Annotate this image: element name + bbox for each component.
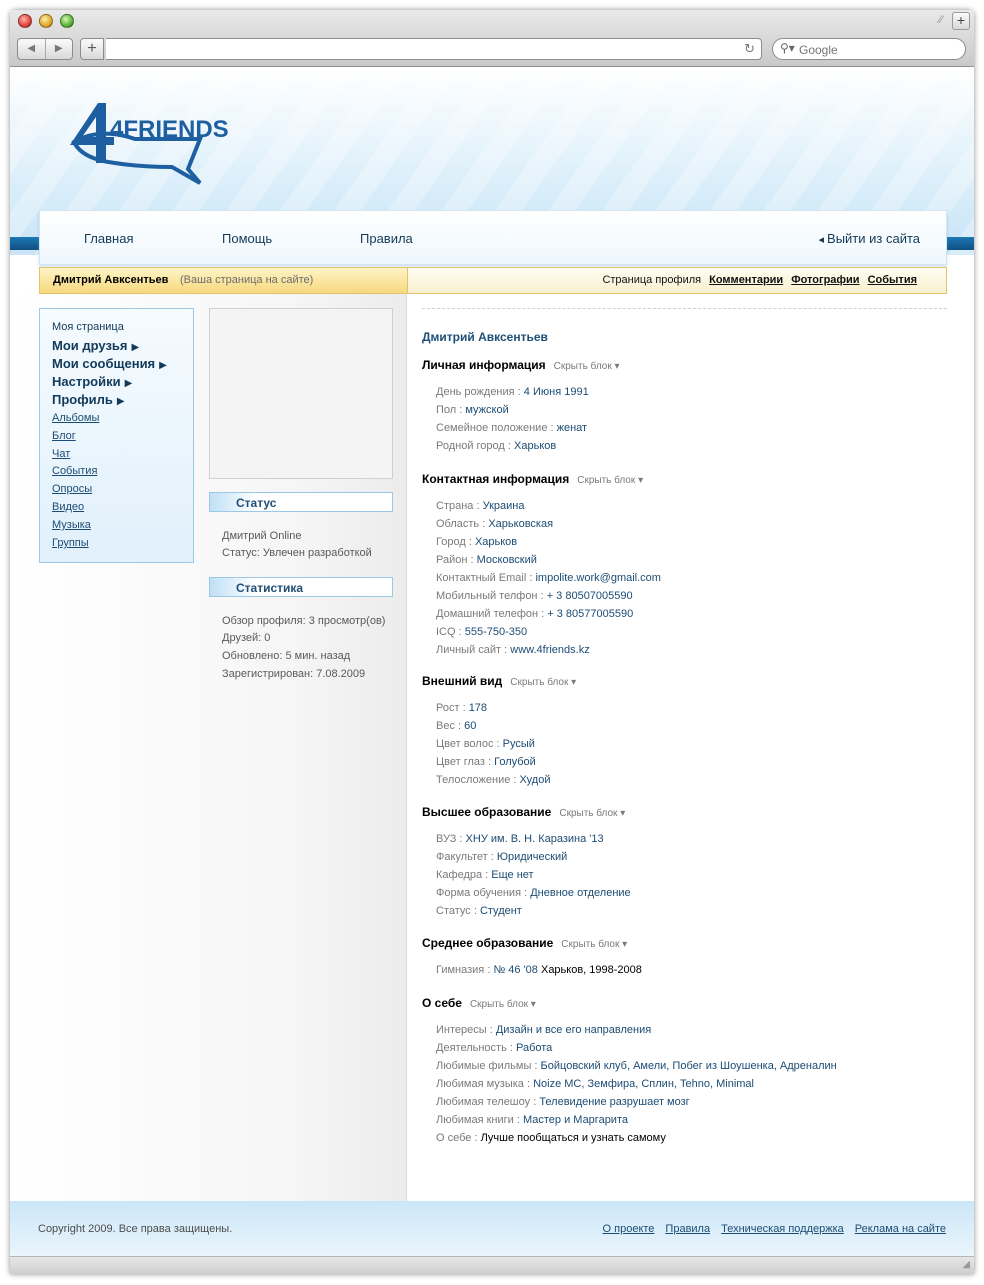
info-row xyxy=(436,869,534,881)
info-row xyxy=(436,738,535,750)
info-label: Город xyxy=(436,536,466,548)
info-separator: : xyxy=(493,738,503,750)
browser-toolbar xyxy=(10,10,974,67)
info-value-link[interactable]: impolite.work@gmail.com xyxy=(535,572,661,584)
divider xyxy=(422,308,947,309)
info-label: Пол xyxy=(436,404,457,416)
footer-link-about[interactable]: О проекте xyxy=(602,1223,655,1235)
info-value-link[interactable]: + 3 80577005590 xyxy=(547,608,634,620)
info-label: Телосложение xyxy=(436,774,511,786)
info-row xyxy=(436,774,550,786)
info-label: Кафедра xyxy=(436,869,483,881)
search-icon: ⚲▾ xyxy=(780,41,795,55)
info-separator: : xyxy=(537,590,547,602)
4friends-logo[interactable] xyxy=(60,97,229,185)
info-label: Форма обучения xyxy=(436,887,522,899)
info-separator: : xyxy=(459,702,469,714)
new-tab-button[interactable]: + xyxy=(952,12,970,30)
chevron-right-icon: ▶ xyxy=(124,378,133,389)
resize-grip-icon[interactable]: ◢ xyxy=(962,1259,970,1270)
info-row xyxy=(436,626,527,638)
info-value-link[interactable]: Русый xyxy=(502,738,535,750)
info-separator: : xyxy=(501,644,511,656)
info-row xyxy=(436,1060,837,1072)
user-strip-left xyxy=(40,268,408,293)
info-row xyxy=(436,887,631,899)
site-header xyxy=(10,67,974,255)
info-row xyxy=(436,404,509,416)
info-separator: : xyxy=(521,887,531,899)
status-bar xyxy=(10,1256,974,1274)
sidebar-item-events[interactable]: События xyxy=(52,465,98,477)
info-value-link[interactable]: Бойцовский клуб, Амели, Побег из Шоушенка, Адреналин xyxy=(540,1060,837,1072)
info-label: ICQ xyxy=(436,626,456,638)
info-separator: : xyxy=(482,869,492,881)
info-row xyxy=(436,756,536,768)
info-separator: : xyxy=(456,404,466,416)
info-row xyxy=(436,833,604,845)
info-separator: : xyxy=(504,440,515,452)
info-label: Цвет глаз xyxy=(436,756,485,768)
info-value-text: Лучше пообщаться и узнать самому xyxy=(480,1132,666,1144)
menu-item-rules[interactable]: Правила xyxy=(360,231,413,246)
info-row xyxy=(436,851,567,863)
stats-updated: Обновлено: 5 мин. назад xyxy=(222,650,351,662)
hide-block-button[interactable]: Скрыть блок ▾ xyxy=(577,475,643,486)
footer-link-support[interactable]: Техническая поддержка xyxy=(721,1223,844,1235)
info-label: Рост xyxy=(436,702,460,714)
sidebar-item-blog[interactable]: Блог xyxy=(52,430,76,442)
back-button[interactable]: ◀ xyxy=(18,39,46,59)
sidebar-item-messages[interactable]: Мои сообщения ▶ xyxy=(52,356,167,371)
menu-item-home[interactable]: Главная xyxy=(84,231,134,246)
forward-button[interactable]: ▶ xyxy=(54,43,63,54)
info-row xyxy=(436,422,587,434)
info-row xyxy=(436,702,487,714)
hide-block-button[interactable]: Скрыть блок ▾ xyxy=(510,677,576,688)
sidebar-item-video[interactable]: Видео xyxy=(52,501,85,513)
info-label: Домашний телефон xyxy=(436,608,539,620)
minimize-window-button[interactable] xyxy=(39,14,53,28)
info-value-link[interactable]: женат xyxy=(556,422,588,434)
info-label: Контактный Email xyxy=(436,572,527,584)
sidebar-item-groups[interactable]: Группы xyxy=(52,537,89,549)
info-label: Деятельность xyxy=(436,1042,507,1054)
strip-note: (Ваша страница на сайте) xyxy=(180,274,314,286)
info-separator: : xyxy=(547,422,557,434)
info-label: Любимая музыка xyxy=(436,1078,524,1090)
info-value-link[interactable]: Харьков xyxy=(514,440,557,452)
info-label: Родной город xyxy=(436,440,505,452)
strip-user-name[interactable]: Дмитрий Авксентьев xyxy=(53,274,169,286)
section-title xyxy=(422,674,576,688)
close-window-button[interactable] xyxy=(18,14,32,28)
user-strip xyxy=(39,267,947,294)
section-title xyxy=(422,805,625,819)
info-row xyxy=(436,440,556,452)
info-separator: : xyxy=(479,518,489,530)
info-value-link[interactable]: www.4friends.kz xyxy=(510,644,590,656)
info-value-link[interactable]: Юридический xyxy=(496,851,568,863)
chevron-right-icon: ▶ xyxy=(116,396,125,407)
info-separator: : xyxy=(465,536,475,548)
info-separator: : xyxy=(454,720,465,732)
info-row xyxy=(436,1096,690,1108)
status-panel-title: Статус xyxy=(209,492,393,512)
info-separator: : xyxy=(510,774,520,786)
tab-events[interactable]: События xyxy=(867,274,917,286)
info-value-link[interactable]: Работа xyxy=(515,1042,553,1054)
info-label: Район xyxy=(436,554,468,566)
info-label: День рождения xyxy=(436,386,515,398)
info-row xyxy=(436,1042,552,1054)
site-footer xyxy=(10,1201,974,1256)
sidebar-item-polls[interactable]: Опросы xyxy=(52,483,93,495)
tab-profile-page[interactable]: Страница профиля xyxy=(602,274,702,286)
sidebar-menu xyxy=(39,308,194,563)
info-row xyxy=(436,608,633,620)
sidebar-item-chat[interactable]: Чат xyxy=(52,448,71,460)
info-separator: : xyxy=(526,572,536,584)
info-value-link[interactable]: Дизайн и все его направления xyxy=(495,1024,652,1036)
hide-block-button[interactable]: Скрыть блок ▾ xyxy=(561,939,627,950)
info-row xyxy=(436,500,524,512)
info-separator: : xyxy=(484,964,494,976)
info-label: Статус xyxy=(436,905,471,917)
info-row xyxy=(436,572,661,584)
info-label: Семейное положение xyxy=(436,422,548,434)
info-separator: : xyxy=(531,1060,541,1072)
status-online: Дмитрий Online xyxy=(222,530,302,542)
info-value-link[interactable]: Дневное отделение xyxy=(530,887,631,899)
info-label: ВУЗ xyxy=(436,833,457,845)
section-title-text: Внешний вид xyxy=(422,674,503,688)
info-value-link[interactable]: Noize MC, Земфира, Сплин, Tehno, Minimal xyxy=(533,1078,754,1090)
section-title-text: Высшее образование xyxy=(422,805,552,819)
info-label: Вес xyxy=(436,720,455,732)
section-title-text: О себе xyxy=(422,996,462,1010)
info-separator: : xyxy=(513,1114,523,1126)
info-label: Любимая книги xyxy=(436,1114,514,1126)
url-input[interactable] xyxy=(106,38,762,60)
resize-icon[interactable]: ⁄⁄ xyxy=(939,14,943,26)
info-value-link[interactable]: мужской xyxy=(465,404,509,416)
info-row xyxy=(436,720,476,732)
tab-comments[interactable]: Комментарии xyxy=(709,274,784,286)
info-row xyxy=(436,1078,754,1090)
status-text: Статус: Увлечен разработкой xyxy=(222,547,372,559)
info-value-link[interactable]: Харьковская xyxy=(488,518,554,530)
info-label: Страна xyxy=(436,500,474,512)
info-row xyxy=(436,554,537,566)
info-value-link[interactable]: Голубой xyxy=(494,756,536,768)
info-value-link[interactable]: ХНУ им. В. Н. Каразина '13 xyxy=(465,833,604,845)
info-value-link[interactable]: Мастер и Маргарита xyxy=(522,1114,628,1126)
info-label: Мобильный телфон xyxy=(436,590,538,602)
sidebar-item-albums[interactable]: Альбомы xyxy=(52,412,100,424)
copyright: Copyright 2009. Все права защищены. xyxy=(38,1223,233,1235)
chevron-right-icon: ▶ xyxy=(159,360,167,371)
section-title xyxy=(422,472,643,486)
stats-registered: Зарегистрирован: 7.08.2009 xyxy=(222,668,366,680)
info-separator: : xyxy=(486,1024,496,1036)
info-row xyxy=(436,1132,666,1144)
main-menu xyxy=(39,210,947,265)
info-value-link[interactable]: Телевидение разрушает мозг xyxy=(539,1096,690,1108)
info-separator: : xyxy=(471,1132,481,1144)
info-row xyxy=(436,1114,628,1126)
info-separator: : xyxy=(506,1042,516,1054)
info-label: Любимые фильмы xyxy=(436,1060,532,1072)
info-row xyxy=(436,905,522,917)
info-value-link[interactable]: + 3 80507005590 xyxy=(546,590,633,602)
nav-buttons xyxy=(17,38,73,60)
info-row xyxy=(436,644,590,656)
search-field[interactable] xyxy=(772,38,966,60)
info-row xyxy=(436,1024,651,1036)
info-separator: : xyxy=(523,1078,534,1090)
section-title xyxy=(422,936,627,950)
logout-link[interactable]: ◂ Выйти из сайта xyxy=(818,231,920,246)
info-row xyxy=(436,590,633,602)
section-title xyxy=(422,358,620,372)
info-value-link[interactable]: Еще нет xyxy=(491,869,534,881)
sidebar-item-music[interactable]: Музыка xyxy=(52,519,91,531)
stats-friends: Друзей: 0 xyxy=(222,632,271,644)
info-label: Гимназия xyxy=(436,964,485,976)
profile-name: Дмитрий Авксентьев xyxy=(422,330,548,344)
info-separator: : xyxy=(538,608,548,620)
info-row xyxy=(436,518,553,530)
info-value-link[interactable]: 178 xyxy=(468,702,488,714)
profile-tabs xyxy=(408,268,946,293)
section-title-text: Личная информация xyxy=(422,358,546,372)
info-label: О себе xyxy=(436,1132,472,1144)
info-label: Цвет волос xyxy=(436,738,494,750)
hide-block-button[interactable]: Скрыть блок ▾ xyxy=(470,999,536,1010)
sidebar-item-profile[interactable]: Профиль ▶ xyxy=(52,392,125,407)
tab-photos[interactable]: Фотографии xyxy=(791,274,860,286)
sidebar-item-my-page[interactable]: Моя страница xyxy=(52,321,124,333)
profile-photo[interactable] xyxy=(209,308,393,479)
info-value-link[interactable]: Худой xyxy=(519,774,551,786)
add-bookmark-button[interactable]: + xyxy=(80,38,104,60)
info-label: Интересы xyxy=(436,1024,487,1036)
info-row xyxy=(436,536,517,548)
search-input[interactable] xyxy=(799,43,949,57)
info-row xyxy=(436,964,642,976)
info-label: Факультет xyxy=(436,851,488,863)
info-separator: : xyxy=(514,386,524,398)
info-separator: : xyxy=(473,500,483,512)
info-row xyxy=(436,386,589,398)
info-value-text: Харьков, 1998-2008 xyxy=(537,964,642,976)
info-separator: : xyxy=(484,756,495,768)
hide-block-button[interactable]: Скрыть блок ▾ xyxy=(559,808,625,819)
menu-item-help[interactable]: Помощь xyxy=(222,231,273,246)
info-label: Личный сайт xyxy=(436,644,502,656)
info-separator: : xyxy=(470,905,480,917)
reload-icon[interactable]: ↻ xyxy=(744,41,755,56)
left-column xyxy=(10,294,407,1201)
sidebar-item-settings[interactable]: Настройки ▶ xyxy=(52,374,133,389)
info-value-link[interactable]: Студент xyxy=(479,905,522,917)
stats-panel-title: Статистика xyxy=(209,577,393,597)
zoom-window-button[interactable] xyxy=(60,14,74,28)
info-separator: : xyxy=(487,851,497,863)
section-title xyxy=(422,996,536,1010)
chevron-right-icon: ▶ xyxy=(131,342,140,353)
info-separator: : xyxy=(456,833,466,845)
info-label: Любимая телешоу xyxy=(436,1096,531,1108)
info-value-link[interactable]: Харьков xyxy=(474,536,518,548)
info-value-link[interactable]: Украина xyxy=(482,500,525,512)
info-value-link[interactable]: 555-750-350 xyxy=(464,626,528,638)
section-title-text: Среднее образование xyxy=(422,936,554,950)
info-value-link[interactable]: 60 xyxy=(464,720,477,732)
logo-text: 4FRIENDS xyxy=(110,116,229,143)
info-separator: : xyxy=(455,626,465,638)
footer-link-rules[interactable]: Правила xyxy=(665,1223,711,1235)
info-label: Область xyxy=(436,518,480,530)
info-separator: : xyxy=(467,554,477,566)
browser-window xyxy=(10,10,974,1274)
footer-link-ads[interactable]: Реклама на сайте xyxy=(854,1223,946,1235)
info-value-link[interactable]: № 46 '08 xyxy=(493,964,538,976)
info-value-link[interactable]: Московский xyxy=(476,554,537,566)
stats-views: Обзор профиля: 3 просмотр(ов) xyxy=(222,615,386,627)
sidebar-item-friends[interactable]: Мои друзья ▶ xyxy=(52,338,140,353)
info-value-link[interactable]: 4 Июня 1991 xyxy=(523,386,589,398)
info-separator: : xyxy=(530,1096,540,1108)
section-title-text: Контактная информация xyxy=(422,472,570,486)
hide-block-button[interactable]: Скрыть блок ▾ xyxy=(554,361,620,372)
